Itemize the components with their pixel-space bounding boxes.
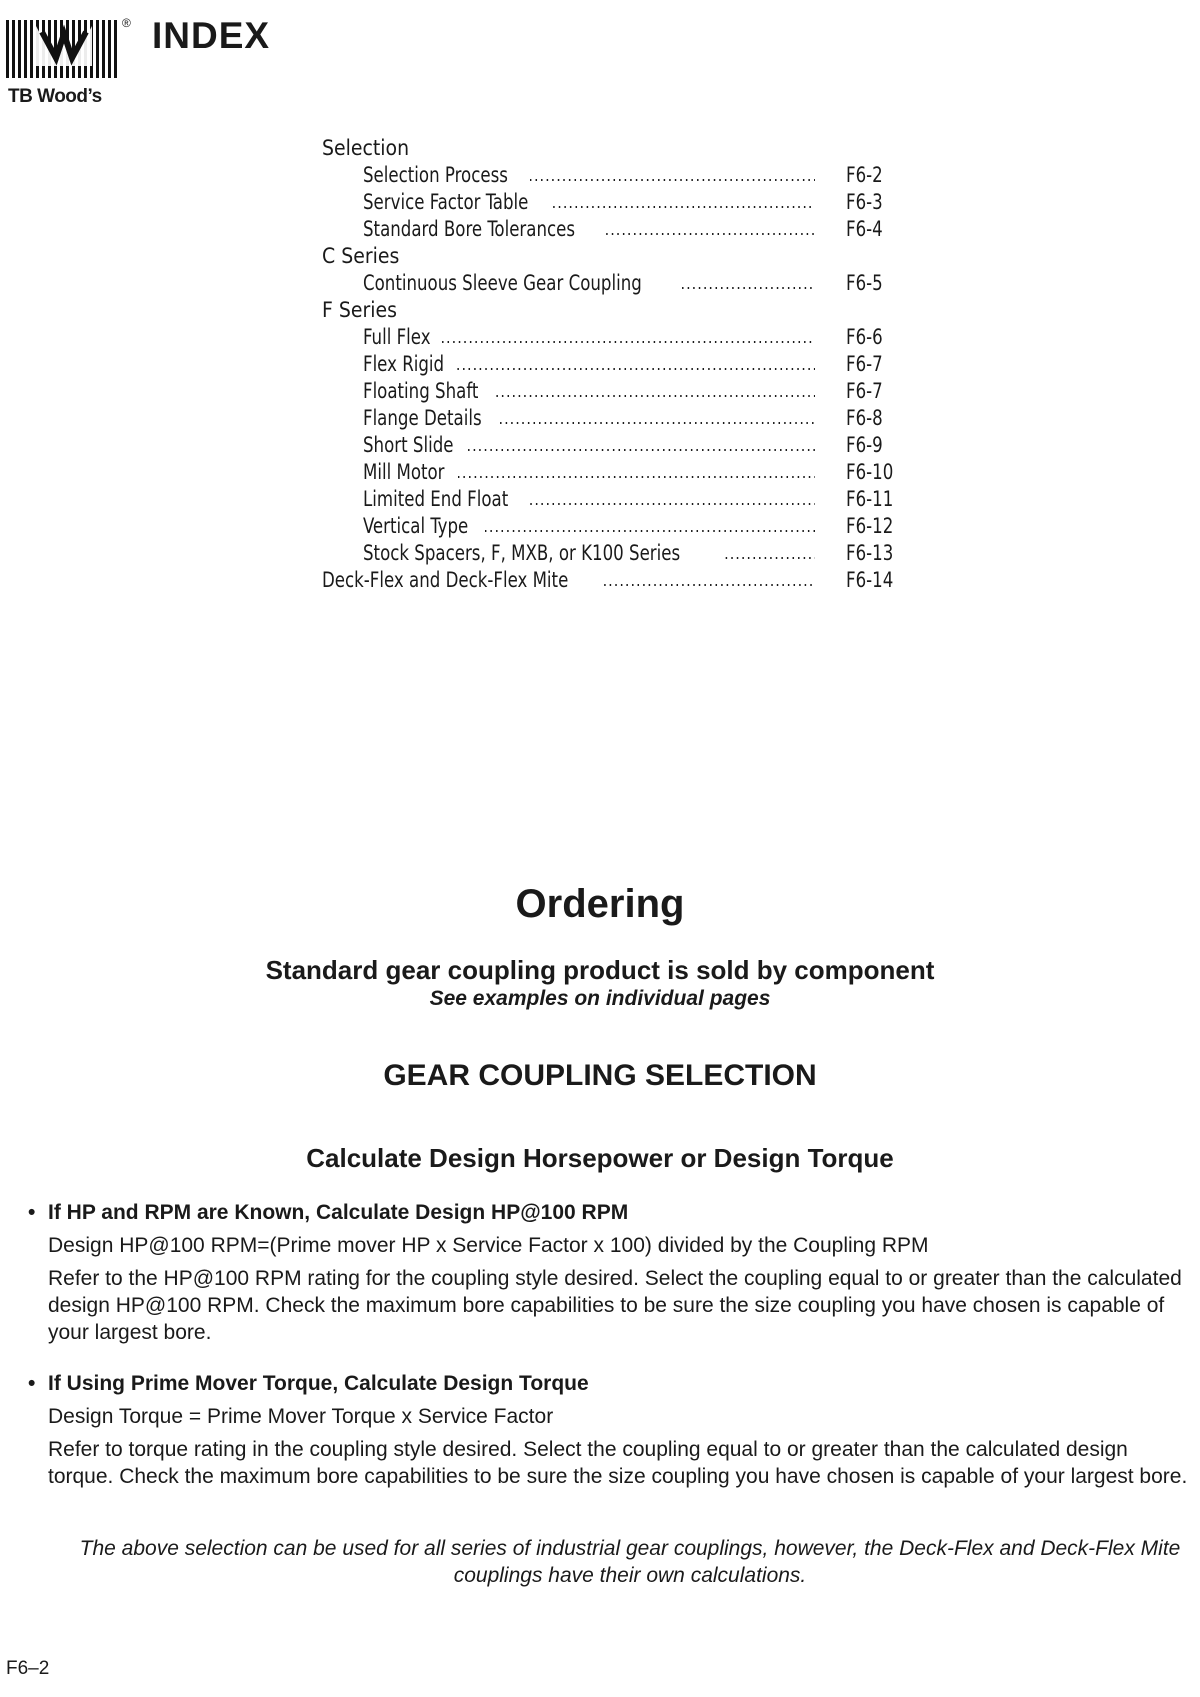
dot-leader	[457, 351, 815, 378]
index-entry	[322, 162, 815, 189]
index-section-heading: C Series	[322, 244, 400, 268]
index-entry-page: F6-7	[846, 379, 883, 403]
registered-mark: ®	[122, 16, 131, 30]
index-row	[322, 486, 922, 513]
hp-rpm-heading: • If HP and RPM are Known, Calculate Design HP@100 RPM	[28, 1199, 1188, 1226]
index-entry-page: F6-5	[846, 271, 883, 295]
index-entry-page: F6-7	[846, 352, 883, 376]
page-title: INDEX	[152, 15, 271, 56]
ordering-note: See examples on individual pages	[429, 987, 771, 1010]
index-entry	[322, 540, 815, 567]
index-entry-label: Flange Details	[363, 406, 482, 430]
index-entry-label: Continuous Sleeve Gear Coupling	[363, 271, 642, 295]
index-row	[322, 324, 922, 351]
torque-text: Refer to torque rating in the coupling style desired. Select the coupling equal to or greater than the calculated design torque. Check the maximum bore capabilities to be sure the size coupling you have chosen is capable of your largest bore.	[48, 1438, 1188, 1488]
torque-section	[28, 1370, 1188, 1490]
dot-leader	[496, 378, 815, 405]
index-entry-page: F6-11	[846, 487, 894, 511]
logo-bars-icon	[6, 18, 122, 80]
hp-rpm-section	[28, 1199, 1188, 1346]
index-entry	[322, 378, 815, 405]
index-entry-label: Standard Bore Tolerances	[363, 217, 576, 241]
index-section-heading: F Series	[322, 298, 397, 322]
index-entry	[322, 189, 815, 216]
index-entry-label: Full Flex	[363, 325, 431, 349]
index-entry	[322, 486, 815, 513]
index-entry	[322, 513, 815, 540]
index-row	[322, 135, 922, 162]
index-section-heading: Selection	[322, 136, 410, 160]
index-entry-page: F6-6	[846, 325, 883, 349]
index-row	[322, 567, 922, 594]
index-entry-label: Floating Shaft	[363, 379, 479, 403]
dot-leader	[485, 513, 815, 540]
index-entry	[322, 432, 815, 459]
index-entry-label: Vertical Type	[363, 514, 469, 538]
dot-leader	[553, 189, 815, 216]
torque-formula: Design Torque = Prime Mover Torque x Service Factor	[48, 1405, 554, 1428]
dot-leader	[468, 432, 815, 459]
index-entry-page: F6-10	[846, 460, 894, 484]
torque-heading: • If Using Prime Mover Torque, Calculate Design Torque	[28, 1370, 1188, 1397]
calc-title: Calculate Design Horsepower or Design Torque	[306, 1143, 894, 1173]
index-entry-page: F6-8	[846, 406, 883, 430]
index-row	[322, 243, 922, 270]
index-row	[322, 351, 922, 378]
index-entry-label: Limited End Float	[363, 487, 509, 511]
ordering-subtitle: Standard gear coupling product is sold by component	[265, 955, 935, 985]
index-row	[322, 297, 922, 324]
index-row	[322, 189, 922, 216]
dot-leader	[606, 216, 815, 243]
index-entry	[322, 459, 815, 486]
index-entry	[322, 270, 815, 297]
index-entry-label: Flex Rigid	[363, 352, 445, 376]
index-entry	[322, 405, 815, 432]
index-entry-page: F6-9	[846, 433, 883, 457]
hp-rpm-formula: Design HP@100 RPM=(Prime mover HP x Service Factor x 100) divided by the Coupling RPM	[48, 1234, 929, 1257]
index-entry-label: Stock Spacers, F, MXB, or K100 Series	[363, 541, 681, 565]
index-entry-label: Mill Motor	[363, 460, 445, 484]
dot-leader	[725, 540, 815, 567]
index-entry	[322, 567, 815, 594]
ordering-title: Ordering	[515, 882, 685, 926]
dot-leader	[530, 486, 815, 513]
index-row	[322, 162, 922, 189]
index-row	[322, 540, 922, 567]
dot-leader	[458, 459, 815, 486]
index-entry-page: F6-12	[846, 514, 894, 538]
logo-wordmark: TB Wood’s	[8, 86, 102, 107]
index-entry-page: F6-13	[846, 541, 894, 565]
index-entry-page: F6-3	[846, 190, 883, 214]
index-entry-page: F6-2	[846, 163, 883, 187]
brand-logo	[6, 18, 134, 108]
index-row	[322, 432, 922, 459]
index-row	[322, 270, 922, 297]
index-entry-label: Service Factor Table	[363, 190, 529, 214]
dot-leader	[500, 405, 815, 432]
index-row	[322, 216, 922, 243]
index-entry	[322, 216, 815, 243]
index-entry-label: Short Slide	[363, 433, 454, 457]
index-entry-label: Selection Process	[363, 163, 508, 187]
index-entry-label: Deck-Flex and Deck-Flex Mite	[322, 568, 569, 592]
index-entry	[322, 324, 815, 351]
index-entry	[322, 351, 815, 378]
dot-leader	[442, 324, 815, 351]
index-list	[322, 135, 922, 594]
index-row	[322, 405, 922, 432]
index-row	[322, 378, 922, 405]
hp-rpm-text: Refer to the HP@100 RPM rating for the coupling style desired. Select the coupling equal to or greater than the calculated design HP@100 RPM. Check the maximum bore capabilities to be sure the size coupling you have chosen is capable of your largest bore.	[48, 1267, 1182, 1344]
index-entry-page: F6-4	[846, 217, 883, 241]
dot-leader	[682, 270, 815, 297]
dot-leader	[530, 162, 815, 189]
selection-footnote: The above selection can be used for all series of industrial gear couplings, however, the Deck-Flex and Deck-Flex Mite couplings have their own calculations.	[79, 1537, 1181, 1587]
index-entry-page: F6-14	[846, 568, 894, 592]
page-number: F6–2	[6, 1658, 50, 1679]
selection-title: GEAR COUPLING SELECTION	[383, 1059, 817, 1092]
index-row	[322, 513, 922, 540]
dot-leader	[604, 567, 815, 594]
index-row	[322, 459, 922, 486]
